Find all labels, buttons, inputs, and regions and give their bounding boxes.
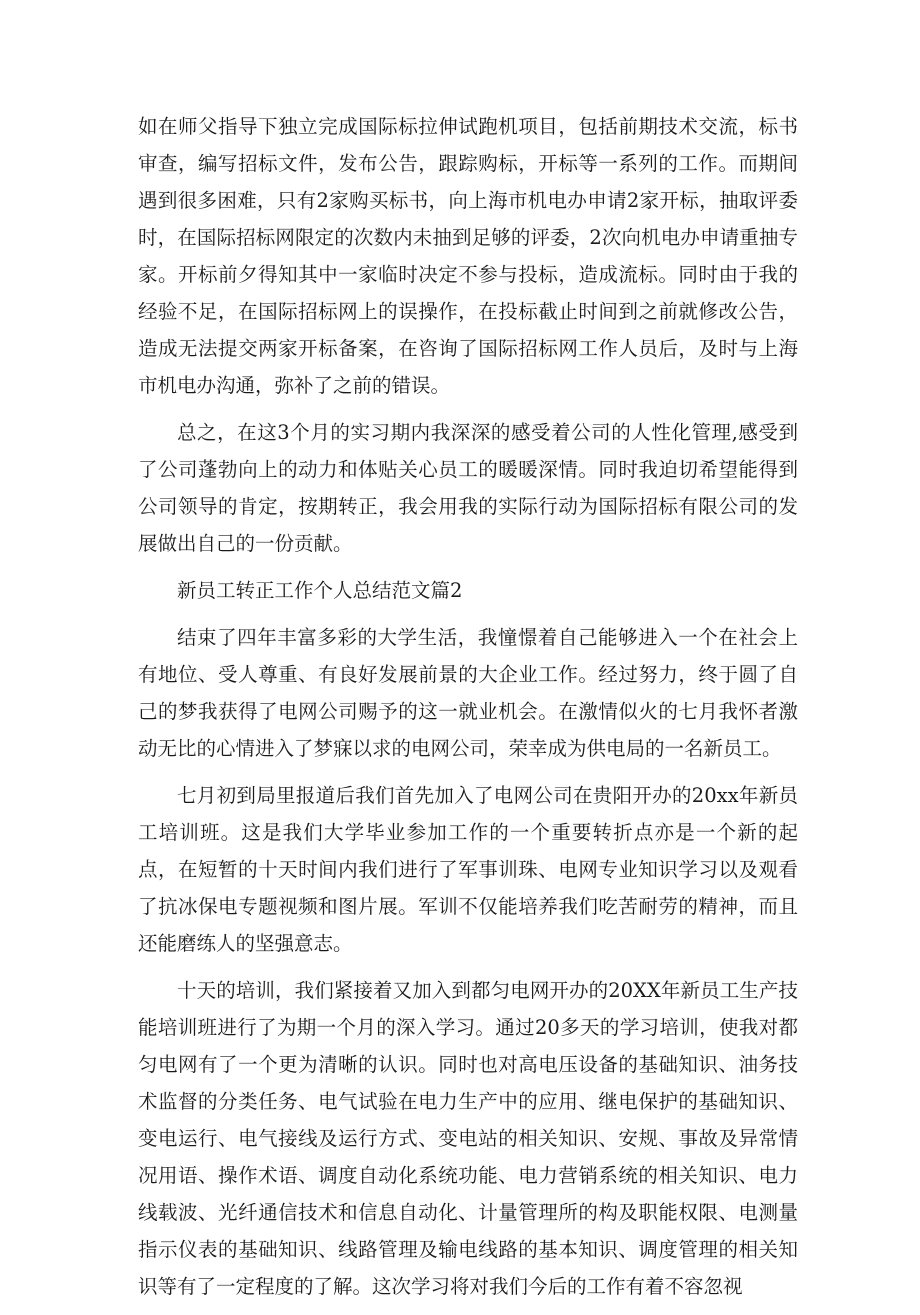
paragraph-1: 如在师父指导下独立完成国际标拉伸试跑机项目，包括前期技术交流，标书审查，编写招标文件，发布公告，跟踪购标，开标等一系列的工作。而期间遇到很多困难，只有2家购买标书，向上海市机电办申请2家开标，抽取评委时，在国际招标网限定的次数内未抽到足够的评委，2次向机电办申请重抽专家。开标前夕得知其中一家临时决定不参与投标，造成流标。同时由于我的经验不足，在国际招标网上的误操作，在投标截止时间到之前就修改公告，造成无法提交两家开标备案，在咨询了国际招标网工作人员后，及时与上海市机电办沟通，弥补了之前的错误。 (138, 115, 798, 397)
paragraph-4: 七月初到局里报道后我们首先加入了电网公司在贵阳开办的20xx年新员工培训班。这是我们大学毕业参加工作的一个重要转折点亦是一个新的起点，在短暂的十天时间内我们进行了军事训珠、电网专业知识学习以及观看了抗冰保电专题视频和图片展。军训不仅能培养我们吃苦耐劳的精神，而且还能磨练人的坚强意志。 (138, 784, 798, 955)
document-body (138, 108, 798, 1315)
section-heading: 新员工转正工作个人总结范文篇2 (177, 579, 463, 602)
paragraph-3: 结束了四年丰富多彩的大学生活，我憧憬着自己能够进入一个在社会上有地位、受人尊重、有良好发展前景的大企业工作。经过努力，终于圆了自己的梦我获得了电网公司赐予的这一就业机会。在激情似火的七月我怀者激动无比的心情进入了梦寐以求的电网公司，荣幸成为供电局的一名新员工。 (138, 626, 798, 760)
paragraph-2: 总之，在这3个月的实习期内我深深的感受着公司的人性化管理,感受到了公司蓬勃向上的动力和体贴关心员工的暖暖深情。同时我迫切希望能得到公司领导的肯定，按期转正，我会用我的实际行动为国际招标有限公司的发展做出自己的一份贡献。 (138, 421, 798, 555)
paragraph-5: 十天的培训，我们紧接着又加入到都匀电网开办的20XX年新员工生产技能培训班进行了为期一个月的深入学习。通过20多天的学习培训，使我对都匀电网有了一个更为清晰的认识。同时也对高电压设备的基础知识、油务技术监督的分类任务、电气试验在电力生产中的应用、继电保护的基础知识、变电运行、电气接线及运行方式、变电站的相关知识、安规、事故及异常情况用语、操作术语、调度自动化系统功能、电力营销系统的相关知识、电力线载波、光纤通信技术和信息自动化、计量管理所的构及职能权限、电测量指示仪表的基础知识、线路管理及输电线路的基本知识、调度管理的相关知识等有了一定程度的了解。这次学习将对我们今后的工作有着不容忽视 (138, 979, 798, 1298)
